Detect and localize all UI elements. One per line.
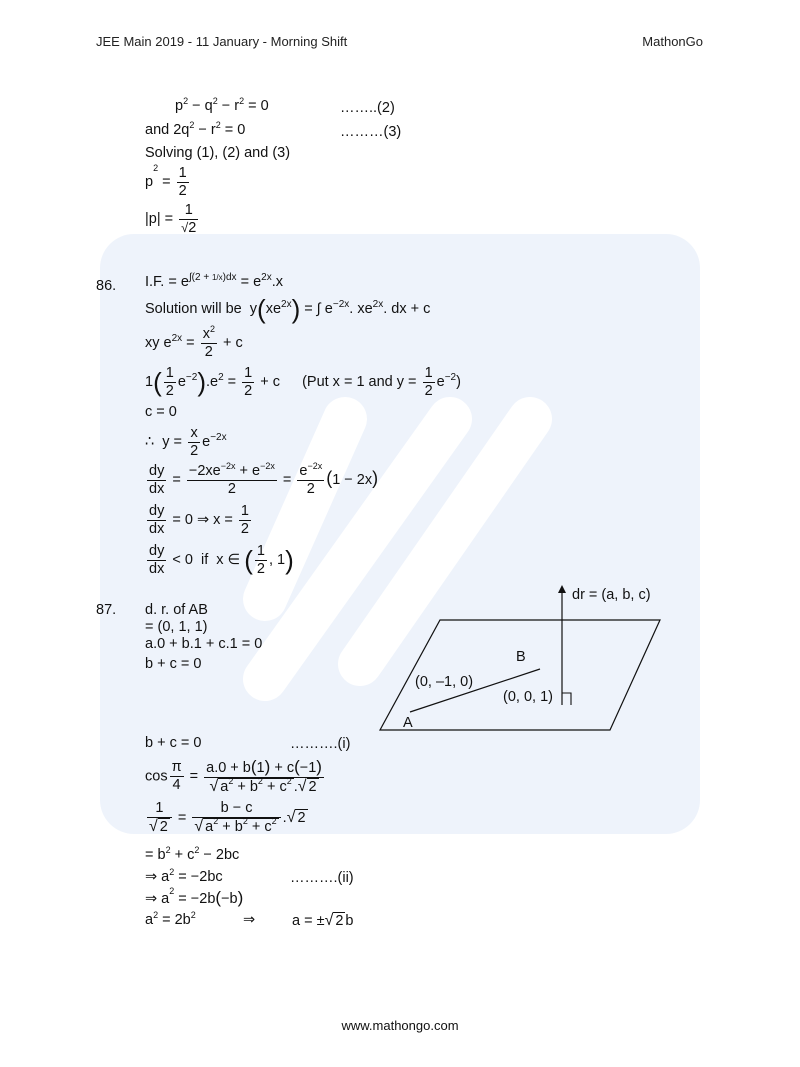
final-left: $a^2 = 2b^2$: [145, 910, 196, 928]
solution-line: Solution will be $y(xe^{2x})$ = ∫ $e^{-2x}$. $xe^{2x}$. dx + c: [145, 294, 431, 324]
footer-url[interactable]: www.mathongo.com: [341, 1018, 459, 1033]
eq-2: $p^2 - q^2 - r^2 = 0$: [175, 96, 269, 114]
vector-ab-label: (0, –1, 0): [415, 674, 474, 690]
point-b-label: B: [516, 649, 526, 665]
a2-equation: ⇒ $a^2 = -2bc$: [145, 867, 223, 885]
c-zero: c = 0: [145, 404, 177, 420]
final-arrow: ⇒: [243, 912, 256, 928]
tag-2: ……..(2): [340, 100, 395, 116]
tag-ii: ……….(ii): [290, 870, 354, 886]
constant-line: 1( $\frac{1}{2}$ $e^{-2}).e^2$ = $\frac{1}{2}$ + c (Put x = 1 and y = $\frac{1}{2}$ $e^{-2}$): [145, 365, 461, 399]
final-right: a = ±√ 2 b: [292, 912, 354, 929]
p-squared: $p^2$ = $\frac{1}{2}$: [145, 163, 187, 199]
eq-3: and $2q^2 - r^2 = 0$: [145, 120, 246, 138]
solving-text: Solving (1), (2) and (3): [145, 145, 291, 161]
dot-equation: a.0 + b.1 + c.1 = 0: [145, 636, 263, 652]
vector-normal-label: (0, 0, 1): [503, 689, 553, 705]
a2-equation-2: ⇒ $a^2 = -2b(-b)$: [145, 886, 244, 907]
point-a-label: A: [403, 715, 413, 731]
solution-label: Solution will be: [145, 300, 242, 317]
therefore-line: ∴ y = $\frac{x}{2}$ $e^{-2x}$: [145, 425, 227, 459]
question-number-87: 87.: [96, 602, 117, 618]
arrow-head-icon: [558, 585, 566, 593]
header-title: JEE Main 2019 - 11 January - Morning Shift: [96, 34, 348, 49]
dr-value: = (0, 1, 1): [145, 619, 208, 635]
header-brand: MathonGo: [642, 34, 703, 49]
integrating-factor: I.F. = $e^{\int(2 + 1/x)dx} = e^{2x}.x$: [145, 272, 283, 290]
question-number-86: 86.: [96, 278, 117, 294]
dr-label: d. r. of AB: [145, 602, 208, 618]
dydx-expression: $\frac{dy}{dx}$ = $\frac{-2xe^{-2x} + e^{-2x}}{2}$ = $\frac{e^{-2x}}{2}$ (1 − 2x): [149, 461, 379, 497]
put-note: (Put x = 1 and y = $\frac{1}{2}$ $e^{-2}$): [302, 365, 461, 399]
xy-line: xy $e^{2x}$ = $\frac{x^2}{2}$ + c: [145, 324, 243, 360]
one-over-root2-equation: $\frac{1}{√ 2}$ = $\frac{b - c}{√ a^2 + b^2 + c^2}$ .√ 2: [149, 800, 306, 835]
cos-equation: cos $\frac{\pi}{4}$ = $\frac{a.0 + b(1) + c(-1)}{√ a^2 + b^2 + c^2 .√ 2}$: [145, 757, 322, 795]
if-label: I.F.: [145, 273, 165, 290]
bc-equation: b + c = 0: [145, 656, 202, 672]
tag-3: ………(3): [340, 124, 402, 140]
expand-equation: = $b^2 + c^2 - 2bc$: [145, 845, 240, 863]
dr-vector-label: dr = (a, b, c): [572, 587, 651, 603]
bc-equation-2: b + c = 0: [145, 735, 202, 751]
right-angle-mark: [562, 693, 571, 705]
dydx-zero: $\frac{dy}{dx}$ = 0 ⇒ x = $\frac{1}{2}$: [149, 503, 249, 537]
tag-i: ……….(i): [290, 736, 351, 752]
p-abs: |p| = $\frac{1}{√2}$: [145, 202, 197, 236]
dydx-negative: $\frac{dy}{dx}$ < 0 if x ∈ ( $\frac{1}{2}$ , 1): [149, 543, 294, 577]
